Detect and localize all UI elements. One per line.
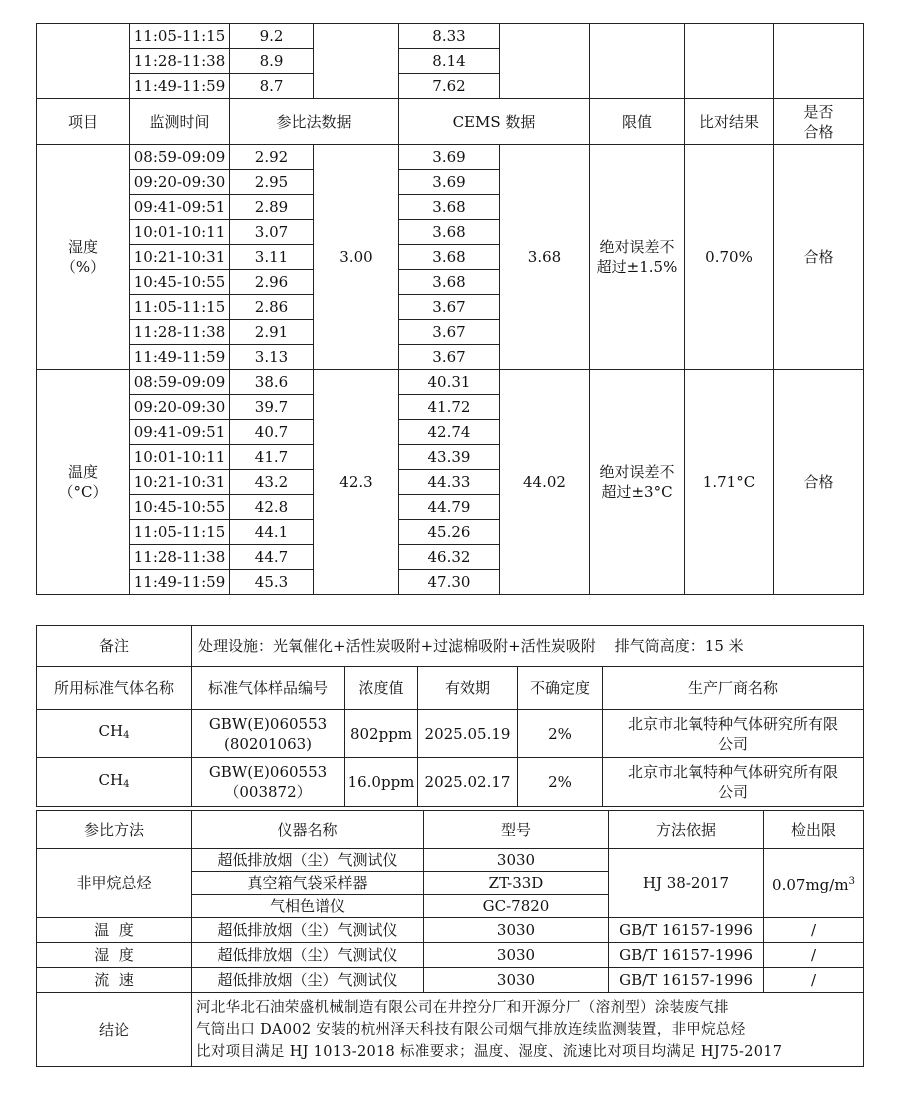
method-row	[37, 849, 864, 872]
time-cell: 11:05-11:15	[130, 24, 230, 49]
temperature-limit-line1: 绝对误差不	[599, 463, 675, 481]
conclusion-label: 结论	[37, 993, 192, 1067]
cems-cell: 8.14	[399, 49, 500, 74]
gas-name	[37, 758, 192, 807]
ref-cell: 2.95	[230, 170, 314, 195]
time-cell: 09:20-09:30	[130, 170, 230, 195]
standard-gas-table	[36, 625, 864, 807]
comparison-table	[36, 23, 864, 595]
gas-id-line2: （003872）	[224, 783, 312, 801]
gas-header-uncert: 不确定度	[518, 667, 603, 710]
instrument-model: 3030	[424, 849, 609, 872]
instrument-model: 3030	[424, 918, 609, 943]
cems-cell: 3.68	[399, 245, 500, 270]
gas-id-line2: (80201063)	[223, 734, 313, 753]
gas-header-id: 标准气体样品编号	[192, 667, 345, 710]
time-cell: 10:21-10:31	[130, 245, 230, 270]
method-header-method: 参比方法	[37, 811, 192, 849]
gas-header-maker: 生产厂商名称	[603, 667, 864, 710]
gas-id-line1: GBW(E)060553	[208, 763, 328, 781]
instrument-model: ZT-33D	[424, 872, 609, 895]
cems-cell: 8.33	[399, 24, 500, 49]
ref-cell: 3.07	[230, 220, 314, 245]
humidity-label	[37, 145, 130, 370]
ref-cell: 3.11	[230, 245, 314, 270]
time-cell: 11:28-11:38	[130, 49, 230, 74]
cems-cell: 3.67	[399, 345, 500, 370]
header-limit: 限值	[590, 99, 685, 145]
ref-cell: 43.2	[230, 470, 314, 495]
gas-row	[37, 758, 864, 807]
temperature-label-line2: （°C）	[58, 483, 108, 501]
time-cell: 09:41-09:51	[130, 195, 230, 220]
temperature-label-line1: 温度	[67, 463, 98, 481]
method-header-row	[37, 811, 864, 849]
blank-cell	[37, 24, 130, 99]
header-pass-line2: 合格	[803, 122, 834, 141]
method-basis: GB/T 16157-1996	[609, 968, 764, 993]
ref-cell: 39.7	[230, 395, 314, 420]
method-name: 流 速	[37, 968, 192, 993]
temperature-label	[37, 370, 130, 595]
method-limit: /	[764, 918, 864, 943]
humidity-limit-line2: 超过±1.5%	[596, 258, 678, 276]
gas-maker-line2: 公司	[718, 734, 749, 753]
gas-header-expiry: 有效期	[418, 667, 518, 710]
instrument-name: 超低排放烟（尘）气测试仪	[192, 968, 424, 993]
temperature-ref-avg: 42.3	[314, 370, 399, 595]
ref-cell: 45.3	[230, 570, 314, 595]
blank-cell	[590, 24, 685, 99]
method-name: 湿 度	[37, 943, 192, 968]
ref-cell: 2.91	[230, 320, 314, 345]
time-cell: 09:41-09:51	[130, 420, 230, 445]
time-cell: 11:28-11:38	[130, 320, 230, 345]
temperature-limit-line2: 超过±3°C	[601, 483, 673, 501]
humidity-label-line2: （%）	[60, 258, 106, 276]
blank-cell	[685, 24, 774, 99]
time-cell: 08:59-09:09	[130, 370, 230, 395]
cems-cell: 3.68	[399, 270, 500, 295]
ref-cell: 40.7	[230, 420, 314, 445]
method-basis: GB/T 16157-1996	[609, 918, 764, 943]
cems-cell: 3.69	[399, 170, 500, 195]
time-cell: 10:01-10:11	[130, 220, 230, 245]
ref-cell: 2.96	[230, 270, 314, 295]
cems-cell: 44.79	[399, 495, 500, 520]
method-basis: GB/T 16157-1996	[609, 943, 764, 968]
gas-formula: CH	[98, 770, 124, 789]
blank-cell	[774, 24, 864, 99]
remarks-label: 备注	[37, 626, 192, 667]
instrument-model: GC-7820	[424, 895, 609, 918]
instrument-name: 超低排放烟（尘）气测试仪	[192, 918, 424, 943]
gas-maker-line2: 公司	[718, 783, 749, 801]
method-limit: /	[764, 943, 864, 968]
cems-cell: 3.68	[399, 220, 500, 245]
time-cell: 10:45-10:55	[130, 495, 230, 520]
method-row	[37, 943, 864, 968]
conclusion-line: 比对项目满足 HJ 1013-2018 标准要求；温度、湿度、流速比对项目均满足 HJ75-2017	[196, 1043, 783, 1060]
ref-cell: 44.1	[230, 520, 314, 545]
ref-cell: 42.8	[230, 495, 314, 520]
gas-expiry: 2025.05.19	[418, 710, 518, 758]
gas-uncert: 2%	[518, 758, 603, 807]
nmhc-limit-sup: 3	[848, 875, 855, 887]
cems-cell: 45.26	[399, 520, 500, 545]
humidity-limit	[590, 145, 685, 370]
humidity-result: 0.70%	[685, 145, 774, 370]
time-cell: 08:59-09:09	[130, 145, 230, 170]
time-cell: 11:05-11:15	[130, 295, 230, 320]
gas-expiry: 2025.02.17	[418, 758, 518, 807]
gas-conc: 16.0ppm	[345, 758, 418, 807]
ref-cell: 9.2	[230, 24, 314, 49]
gas-header-name: 所用标准气体名称	[37, 667, 192, 710]
gas-maker-line1: 北京市北氧特种气体研究所有限	[628, 714, 839, 733]
time-cell: 11:28-11:38	[130, 545, 230, 570]
humidity-cems-avg: 3.68	[500, 145, 590, 370]
ref-cell: 38.6	[230, 370, 314, 395]
instrument-name: 超低排放烟（尘）气测试仪	[192, 943, 424, 968]
header-pass-line1: 是否	[803, 102, 834, 121]
ref-cell: 2.89	[230, 195, 314, 220]
header-pass	[774, 99, 864, 145]
method-row	[37, 918, 864, 943]
time-cell: 11:49-11:59	[130, 345, 230, 370]
instrument-model: 3030	[424, 968, 609, 993]
table-row	[37, 145, 864, 170]
method-name: 温 度	[37, 918, 192, 943]
time-cell: 09:20-09:30	[130, 395, 230, 420]
instrument-name: 超低排放烟（尘）气测试仪	[192, 849, 424, 872]
blank-cell	[500, 24, 590, 99]
gas-formula-sub: 4	[123, 730, 130, 741]
header-result: 比对结果	[685, 99, 774, 145]
gas-maker-line1: 北京市北氧特种气体研究所有限	[628, 763, 839, 781]
method-limit: /	[764, 968, 864, 993]
gas-id-line1: GBW(E)060553	[208, 714, 328, 733]
conclusion-line: 河北华北石油荣盛机械制造有限公司在井控分厂和开源分厂（溶剂型）涂装废气排	[196, 999, 729, 1016]
conclusion-line: 气筒出口 DA002 安装的杭州泽天科技有限公司烟气排放连续监测装置，非甲烷总烃	[196, 1021, 746, 1038]
cems-cell: 3.69	[399, 145, 500, 170]
cems-cell: 3.67	[399, 320, 500, 345]
ref-cell: 8.9	[230, 49, 314, 74]
method-header-limit: 检出限	[764, 811, 864, 849]
gas-id	[192, 710, 345, 758]
time-cell: 10:01-10:11	[130, 445, 230, 470]
header-ref: 参比法数据	[230, 99, 399, 145]
temperature-limit	[590, 370, 685, 595]
method-header-model: 型号	[424, 811, 609, 849]
humidity-pass: 合格	[774, 145, 864, 370]
header-row	[37, 99, 864, 145]
cems-cell: 3.67	[399, 295, 500, 320]
cems-cell: 42.74	[399, 420, 500, 445]
method-table	[36, 810, 864, 1067]
nmhc-basis: HJ 38-2017	[609, 849, 764, 918]
gas-maker	[603, 710, 864, 758]
ref-cell: 2.86	[230, 295, 314, 320]
cems-cell: 7.62	[399, 74, 500, 99]
cems-cell: 41.72	[399, 395, 500, 420]
instrument-name: 真空箱气袋采样器	[192, 872, 424, 895]
time-cell: 10:45-10:55	[130, 270, 230, 295]
conclusion-text	[192, 993, 864, 1067]
cems-cell: 3.68	[399, 195, 500, 220]
temperature-cems-avg: 44.02	[500, 370, 590, 595]
gas-id	[192, 758, 345, 807]
gas-header-row	[37, 667, 864, 710]
gas-uncert: 2%	[518, 710, 603, 758]
ref-cell: 41.7	[230, 445, 314, 470]
gas-conc: 802ppm	[345, 710, 418, 758]
gas-row	[37, 710, 864, 758]
ref-cell: 2.92	[230, 145, 314, 170]
cems-cell: 46.32	[399, 545, 500, 570]
instrument-name: 气相色谱仪	[192, 895, 424, 918]
ref-cell: 8.7	[230, 74, 314, 99]
method-header-basis: 方法依据	[609, 811, 764, 849]
nmhc-limit-value: 0.07mg/m	[772, 875, 849, 894]
header-item: 项目	[37, 99, 130, 145]
nmhc-method: 非甲烷总烃	[37, 849, 192, 918]
header-cems: CEMS 数据	[399, 99, 590, 145]
humidity-limit-line1: 绝对误差不	[599, 238, 675, 256]
remarks-text: 处理设施：光氧催化+活性炭吸附+过滤棉吸附+活性炭吸附 排气筒高度：15 米	[192, 626, 864, 667]
temperature-pass: 合格	[774, 370, 864, 595]
humidity-ref-avg: 3.00	[314, 145, 399, 370]
time-cell: 11:49-11:59	[130, 570, 230, 595]
gas-name	[37, 710, 192, 758]
remarks-row	[37, 626, 864, 667]
cems-cell: 43.39	[399, 445, 500, 470]
table-row	[37, 24, 864, 49]
time-cell: 11:49-11:59	[130, 74, 230, 99]
table-row	[37, 370, 864, 395]
nmhc-limit	[764, 849, 864, 918]
ref-cell: 44.7	[230, 545, 314, 570]
humidity-label-line1: 湿度	[67, 238, 98, 256]
gas-formula-sub: 4	[123, 778, 130, 790]
conclusion-row	[37, 993, 864, 1067]
header-time: 监测时间	[130, 99, 230, 145]
method-header-instrument: 仪器名称	[192, 811, 424, 849]
time-cell: 10:21-10:31	[130, 470, 230, 495]
ref-cell: 3.13	[230, 345, 314, 370]
instrument-model: 3030	[424, 943, 609, 968]
temperature-result: 1.71°C	[685, 370, 774, 595]
blank-cell	[314, 24, 399, 99]
time-cell: 11:05-11:15	[130, 520, 230, 545]
cems-cell: 47.30	[399, 570, 500, 595]
gas-header-conc: 浓度值	[345, 667, 418, 710]
gas-maker	[603, 758, 864, 807]
cems-cell: 40.31	[399, 370, 500, 395]
cems-cell: 44.33	[399, 470, 500, 495]
method-row	[37, 968, 864, 993]
gas-formula: CH	[98, 722, 124, 740]
